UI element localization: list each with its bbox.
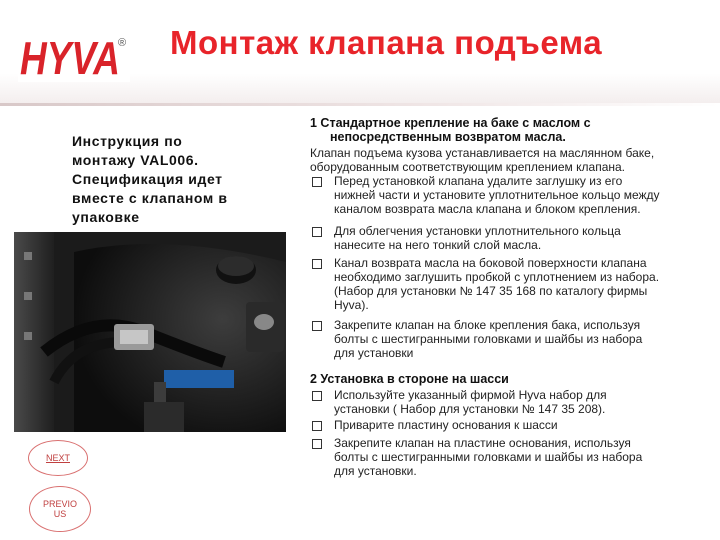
step-text: нанесите на него тонкий слой масла. bbox=[334, 238, 542, 252]
hyva-logo bbox=[18, 30, 130, 82]
instructions-panel bbox=[304, 110, 698, 486]
step-text: Перед установкой клапана удалите заглушку из его bbox=[334, 174, 623, 188]
step-text: каналом возврата масла клапана и блоком крепления. bbox=[334, 202, 641, 216]
previous-label-line: US bbox=[53, 509, 67, 519]
step-text: Используйте указанный фирмой Hyva набор для bbox=[334, 388, 607, 402]
checkbox-bullet-icon bbox=[312, 227, 322, 237]
checkbox-bullet-icon bbox=[312, 177, 322, 187]
step-text: Приварите пластину основания к шасси bbox=[334, 418, 558, 432]
step-text: нижней части и установите уплотнительное кольцо между bbox=[334, 188, 660, 202]
previous-label-line: PREVIO bbox=[42, 499, 77, 509]
instruction-note bbox=[72, 132, 272, 227]
logo-text: HYVA bbox=[20, 32, 120, 82]
step-text: необходимо заглушить пробкой с уплотнением из набора. bbox=[334, 270, 660, 284]
step-text: для установки bbox=[334, 346, 414, 360]
section-1-title-line: непосредственным возвратом масла. bbox=[330, 130, 566, 144]
section-1-intro-line: оборудованным соответствующим креплением клапана. bbox=[310, 160, 625, 174]
checkbox-bullet-icon bbox=[312, 321, 322, 331]
step-text: болты с шестигранными головками и шайбы из набора bbox=[334, 332, 643, 346]
instruction-line: Спецификация идет bbox=[72, 171, 223, 187]
checkbox-bullet-icon bbox=[312, 391, 322, 401]
step-text: Hyva). bbox=[334, 298, 369, 312]
checkbox-bullet-icon bbox=[312, 421, 322, 431]
instruction-line: монтажу VAL006. bbox=[72, 152, 199, 168]
step-text: болты с шестигранными головками и шайбы из набора bbox=[334, 450, 643, 464]
step-text: Закрепите клапан на пластине основания, используя bbox=[334, 436, 631, 450]
step-text: Канал возврата масла на боковой поверхности клапана bbox=[334, 256, 647, 270]
section-2-title: 2 Установка в стороне на шасси bbox=[310, 372, 509, 386]
header-divider bbox=[0, 103, 720, 106]
step-text: (Набор для установки № 147 35 168 по каталогу фирмы bbox=[334, 284, 648, 298]
step-text: для установки. bbox=[334, 464, 417, 478]
section-1-intro-line: Клапан подъема кузова устанавливается на маслянном баке, bbox=[310, 146, 655, 160]
step-text: Для облегчения установки уплотнительного кольца bbox=[334, 224, 621, 238]
next-button[interactable]: NEXT bbox=[28, 440, 88, 476]
instruction-line: Инструкция по bbox=[72, 133, 183, 149]
instruction-line: вместе с клапаном в bbox=[72, 190, 228, 206]
checkbox-bullet-icon bbox=[312, 439, 322, 449]
instruction-line: упаковке bbox=[72, 209, 140, 225]
page-title: Монтаж клапана подъема bbox=[170, 24, 603, 61]
previous-button[interactable] bbox=[29, 486, 91, 532]
checkbox-bullet-icon bbox=[312, 259, 322, 269]
registered-mark: ® bbox=[118, 37, 127, 49]
step-text: установки ( Набор для установки № 147 35 208). bbox=[334, 402, 606, 416]
valve-photo bbox=[14, 232, 286, 432]
section-1-title-line: 1 Стандартное крепление на баке с маслом с bbox=[310, 116, 591, 130]
step-text: Закрепите клапан на блоке крепления бака, используя bbox=[334, 318, 641, 332]
